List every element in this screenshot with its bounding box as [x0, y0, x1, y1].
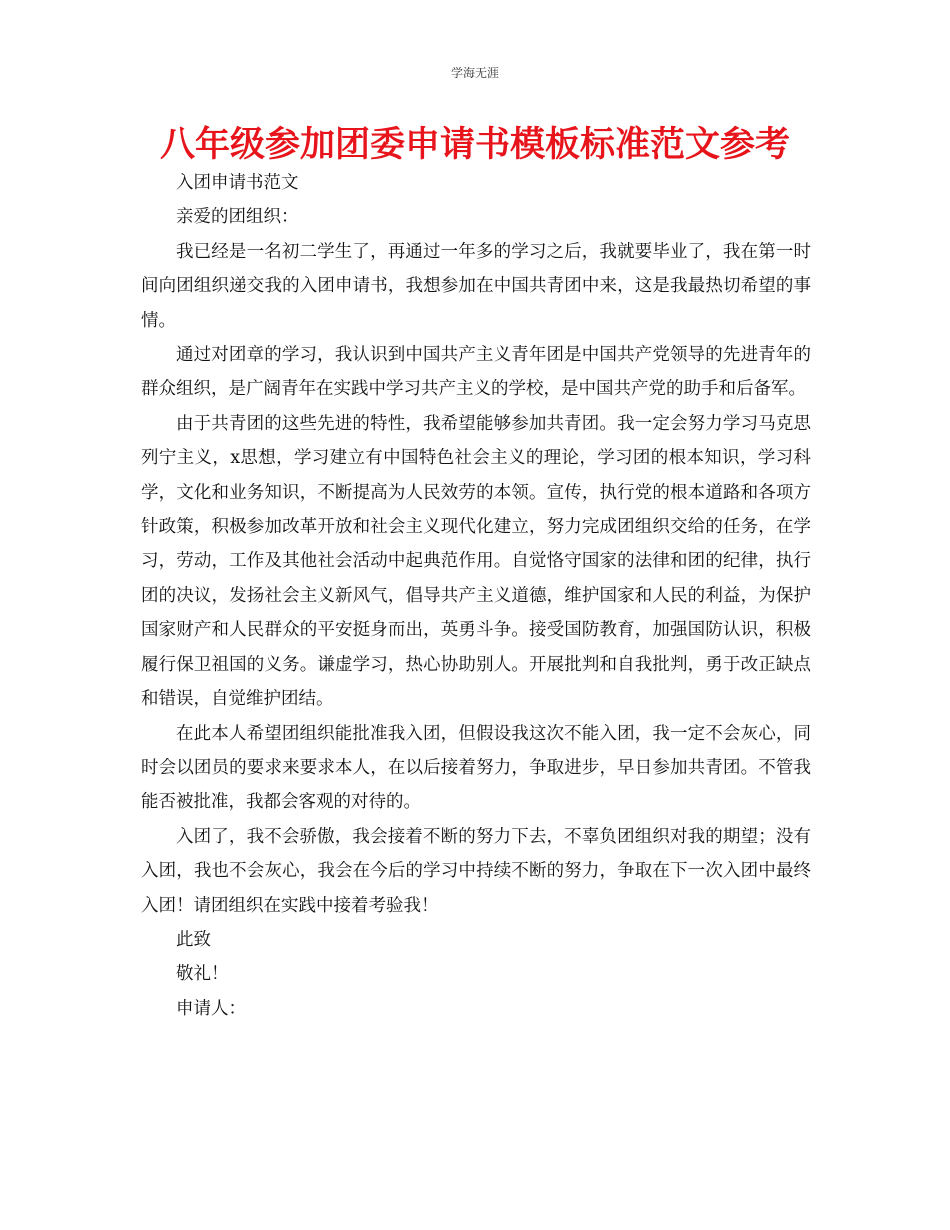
document-body: [141, 166, 811, 1026]
closing-paragraph: 此致: [176, 929, 211, 950]
subtitle-paragraph: 入团申请书范文: [176, 173, 299, 193]
document-title: 八年级参加团委申请书模板标准范文参考: [159, 125, 790, 165]
body-paragraph: 入团了，我不会骄傲，我会接着不断的努力下去，不辜负团组织对我的期望；没有入团，我也不会灰心，我会在今后的学习中持续不断的努力，争取在下一次入团中最终入团！请团组织在实践中接着考验我！: [141, 826, 811, 916]
signature-paragraph: 申请人：: [176, 998, 246, 1019]
header-note: 学海无涯: [450, 66, 499, 80]
body-paragraph: 我已经是一名初二学生了，再通过一年多的学习之后，我就要毕业了，我在第一时间向团组织递交我的入团申请书，我想参加在中国共青团中来，这是我最热切希望的事情。: [141, 241, 811, 331]
salutation-paragraph: 亲爱的团组织：: [176, 207, 299, 228]
regards-paragraph: 敬礼！: [176, 964, 229, 985]
body-paragraph: 在此本人希望团组织能批准我入团，但假设我这次不能入团，我一定不会灰心，同时会以团员的要求来要求本人，在以后接着努力，争取进步，早日参加共青团。不管我能否被批准，我都会客观的对待的。: [141, 723, 811, 813]
body-paragraph: 通过对团章的学习，我认识到中国共产主义青年团是中国共产党领导的先进青年的群众组织，是广阔青年在实践中学习共产主义的学校，是中国共产党的助手和后备军。: [141, 345, 811, 400]
body-paragraph: 由于共青团的这些先进的特性，我希望能够参加共青团。我一定会努力学习马克思列宁主义，x思想，学习建立有中国特色社会主义的理论，学习团的根本知识，学习科学，文化和业务知识，不断提高为人民效劳的本领。宣传，执行党的根本道路和各项方针政策，积极参加改革开放和社会主义现代化建立，努力完成团组织交给的任务，在学习，劳动，工作及其他社会活动中起典范作用。自觉恪守国家的法律和团的纪律，执行团的决议，发扬社会主义新风气，倡导共产主义道德，维护国家和人民的利益，为保护国家财产和人民群众的平安挺身而出，英勇斗争。接受国防教育，加强国防认识，积极履行保卫祖国的义务。谦虚学习，热心协助别人。开展批判和自我批判，勇于改正缺点和错误，自觉维护团结。: [141, 413, 811, 710]
